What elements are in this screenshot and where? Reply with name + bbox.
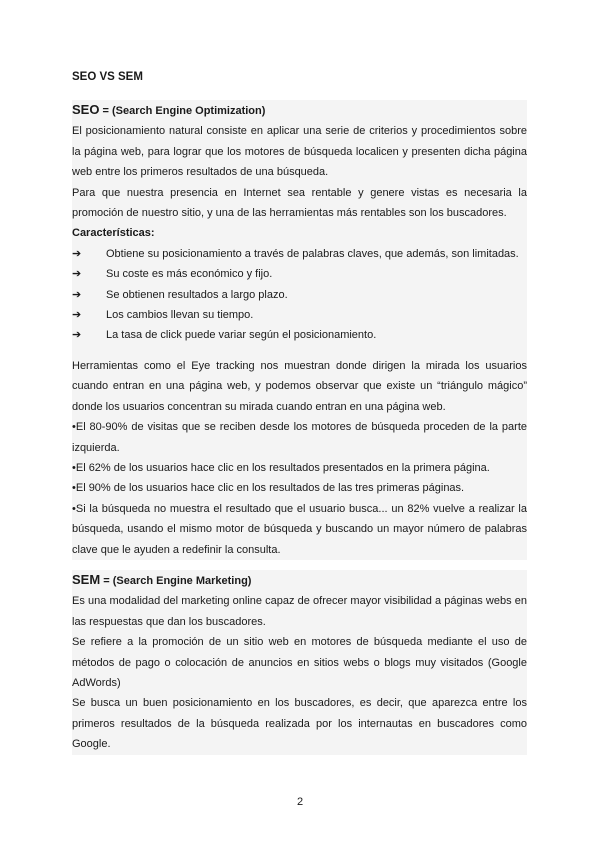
seo-stat: •El 62% de los usuarios hace clic en los resultados presentados en la primera página. — [72, 461, 490, 474]
seo-feature-text: Los cambios llevan su tiempo. — [106, 309, 254, 322]
seo-heading — [72, 100, 527, 121]
document-page — [72, 70, 527, 755]
sem-paragraph: Es una modalidad del marketing online capaz de ofrecer mayor visibilidad a páginas webs en las respuestas que dan los buscadores. — [72, 595, 527, 628]
seo-features-label: Características: — [72, 227, 155, 240]
sem-heading-abbr: SEM — [72, 571, 101, 587]
seo-eye-tracking: Herramientas como el Eye tracking nos muestran donde dirigen la mirada los usuarios cuando entran en una página web, y podemos observar que existe un “triángulo mágico” donde los usuarios concentran su mirada cuando entran en una página web. — [72, 359, 527, 413]
seo-section — [72, 100, 527, 560]
seo-presence: Para que nuestra presencia en Internet sea rentable y genere vistas es necesaria la promoción de nuestro sitio, y una de las herramientas más rentables son los buscadores. — [72, 186, 527, 220]
section-spacer — [72, 346, 527, 356]
seo-feature-text: Su coste es más económico y fijo. — [106, 268, 273, 281]
seo-feature-text: La tasa de click puede variar según el posicionamiento. — [106, 329, 377, 342]
seo-intro: El posicionamiento natural consiste en aplicar una serie de criterios y procedimientos sobre la página web, para lograr que los motores de búsqueda localicen y presenten dicha página web entre los primeros resultados de una búsqueda. — [72, 125, 527, 179]
document-title: SEO VS SEM — [72, 71, 143, 83]
seo-feature-text: Se obtienen resultados a largo plazo. — [106, 288, 288, 301]
sem-heading-full: = (Search Engine Marketing) — [100, 574, 252, 587]
seo-feature-item — [72, 325, 527, 345]
seo-feature-item — [72, 305, 527, 325]
arrow-icon: ➔ — [72, 309, 82, 322]
seo-stat: •Si la búsqueda no muestra el resultado que el usuario busca... un 82% vuelve a realizar la búsqueda, usando el mismo motor de búsqueda y buscando un mayor número de palabras clave que le ayuden a redefinir la consulta. — [72, 502, 527, 556]
seo-stat: •El 90% de los usuarios hace clic en los resultados de las tres primeras páginas. — [72, 482, 465, 495]
seo-feature-text: Obtiene su posicionamiento a través de palabras claves, que además, son limitadas. — [106, 247, 519, 260]
seo-stat: •El 80-90% de visitas que se reciben desde los motores de búsqueda proceden de la parte izquierda. — [72, 421, 527, 454]
sem-paragraph: Se busca un buen posicionamiento en los buscadores, es decir, que aparezca entre los primeros resultados de la búsqueda realizada por los internautas en buscadores como Google. — [72, 697, 527, 751]
sem-paragraph: Se refiere a la promoción de un sitio web en motores de búsqueda mediante el uso de métodos de pago o colocación de anuncios en sitios webs o blogs muy visitados (Google AdWords) — [72, 636, 527, 689]
seo-feature-item — [72, 285, 527, 305]
seo-heading-full: = (Search Engine Optimization) — [99, 105, 266, 117]
page-number: 2 — [296, 796, 304, 808]
seo-feature-item — [72, 244, 527, 264]
arrow-icon: ➔ — [72, 329, 82, 342]
arrow-icon: ➔ — [72, 288, 82, 301]
arrow-icon: ➔ — [72, 268, 82, 281]
seo-feature-item — [72, 264, 527, 284]
arrow-icon: ➔ — [72, 247, 82, 260]
sem-heading — [72, 570, 527, 591]
sem-section — [72, 570, 527, 755]
seo-heading-abbr: SEO — [72, 102, 100, 117]
